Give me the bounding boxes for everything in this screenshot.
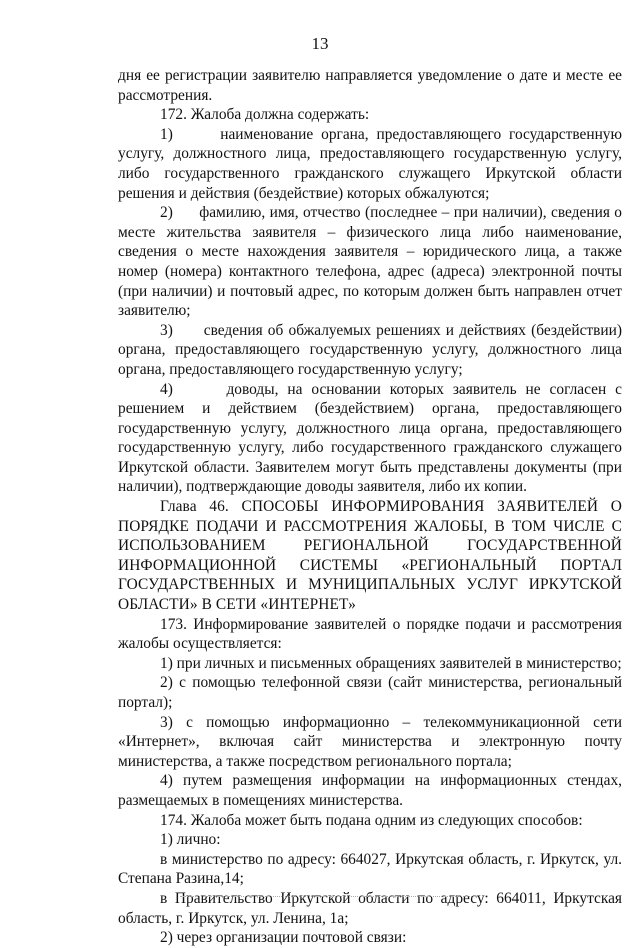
- paragraph: 172. Жалоба должна содержать:: [160, 106, 370, 124]
- list-item: 1) лично:: [160, 831, 221, 849]
- list-item: 3) с помощью информационно – телекоммуникационной сети «Интернет», включая сайт министерства и электронную почту министерства, а также посредством регионального портала;: [118, 713, 622, 770]
- paragraph: 173. Информирование заявителей о порядке подачи и рассмотрения жалобы осуществляется:: [118, 615, 622, 653]
- chapter-heading: Глава 46. СПОСОБЫ ИНФОРМИРОВАНИЯ ЗАЯВИТЕЛЕЙ О ПОРЯДКЕ ПОДАЧИ И РАССМОТРЕНИЯ ЖАЛОБЫ, В ТОМ ЧИСЛЕ С ИСПОЛЬЗОВАНИЕМ РЕГИОНАЛЬНОЙ ГОСУДАРСТВЕННОЙ ИНФОРМАЦИОННОЙ СИСТЕМЫ «РЕГИОНАЛЬНЫЙ ПОРТАЛ ГОСУДАРСТВЕННЫХ И МУНИЦИПАЛЬНЫХ УСЛУГ ИРКУТСКОЙ ОБЛАСТИ» В СЕТИ «ИНТЕРНЕТ»: [118, 498, 622, 614]
- list-item: 2) через организации почтовой связи:: [160, 929, 407, 947]
- list-item: 4) доводы, на основании которых заявитель не согласен с решением и действием (бездействием) органа, предоставляющего государственную услугу, должностного лица органа, предоставляющего государственную услугу, либо государственного гражданского служащего Иркутской области. Заявителем могут быть представлены документы (при наличии), подтверждающие доводы заявителя, либо их копии.: [118, 380, 622, 496]
- scan-artifact: [180, 896, 480, 899]
- document-body: [118, 66, 622, 948]
- list-item: 2) фамилию, имя, отчество (последнее – при наличии), сведения о месте жительства заявителя – физического лица либо наименование, сведения о месте нахождения заявителя – юридического лица, а также номер (номера) контактного телефона, адрес (адреса) электронной почты (при наличии) и почтовый адрес, по которым должен быть направлен отчет заявителю;: [118, 204, 622, 320]
- list-item: 2) с помощью телефонной связи (сайт министерства, региональный портал);: [118, 674, 622, 711]
- list-item: 1) при личных и письменных обращениях заявителей в министерство;: [160, 654, 622, 672]
- list-item: 1) наименование органа, предоставляющего государственную услугу, должностного лица, предоставляющего государственную услугу, либо государственного гражданского служащего Иркутской области решения и действия (бездействие) которых обжалуются;: [118, 125, 622, 202]
- address-line: в министерство по адресу: 664027, Иркутская область, г. Иркутск, ул. Степана Разина,14;: [118, 850, 622, 888]
- list-item: 3) сведения об обжалуемых решениях и действиях (бездействии) органа, предоставляющего государственную услугу, должностного лица органа, предоставляющего государственную услугу;: [118, 321, 622, 378]
- paragraph: 174. Жалоба может быть подана одним из следующих способов:: [160, 811, 583, 829]
- paragraph: дня ее регистрации заявителю направляется уведомление о дате и месте ее рассмотрения.: [118, 67, 622, 104]
- address-line: в Правительство Иркутской области по адресу: 664011, Иркутская область, г. Иркутск, ул. Ленина, 1а;: [118, 889, 622, 927]
- list-item: 4) путем размещения информации на информационных стендах, размещаемых в помещениях министерства.: [118, 772, 622, 809]
- page-number: 13: [311, 34, 329, 53]
